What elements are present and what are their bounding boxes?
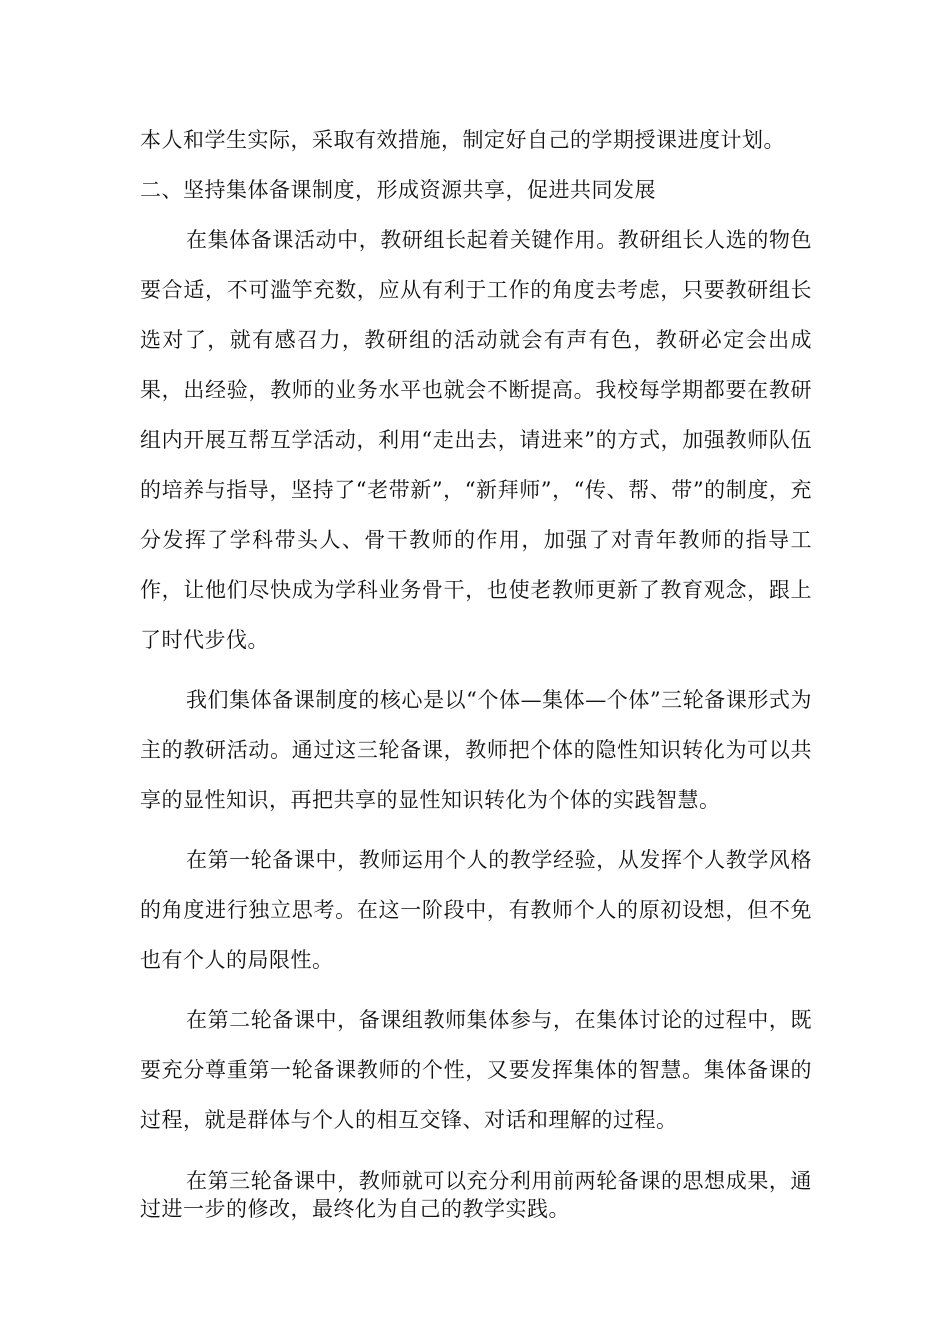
paragraph-round-one: 在第一轮备课中，教师运用个人的教学经验，从发挥个人教学风格的角度进行独立思考。在这一阶段中，有教师个人的原初设想，但不免也有个人的局限性。 [140, 848, 812, 972]
paragraph-team-leader: 在集体备课活动中，教研组长起着关键作用。教研组长人选的物色要合适，不可滥竽充数，应从有利于工作的角度去考虑，只要教研组长选对了，就有感召力，教研组的活动就会有声有色，教研必定会出成果，出经验，教师的业务水平也就会不断提高。我校每学期都要在教研组内开展互帮互学活动，利用“走出去，请进来”的方式，加强教师队伍的培养与指导，坚持了“老带新”，“新拜师”，“传、帮、带”的制度，充分发挥了学科带头人、骨干教师的作用，加强了对青年教师的指导工作，让他们尽快成为学科业务骨干，也使老教师更新了教育观念，跟上了时代步伐。 [140, 228, 812, 652]
paragraph-core-system: 我们集体备课制度的核心是以“个体—集体—个体”三轮备课形式为主的教研活动。通过这三轮备课，教师把个体的隐性知识转化为可以共享的显性知识，再把共享的显性知识转化为个体的实践智慧。 [140, 688, 812, 812]
paragraph-continuation: 本人和学生实际，采取有效措施，制定好自己的学期授课进度计划。 [140, 128, 785, 152]
body-text [140, 115, 812, 1223]
section-heading: 二、坚持集体备课制度，形成资源共享，促进共同发展 [140, 178, 656, 202]
paragraph-round-two: 在第二轮备课中，备课组教师集体参与，在集体讨论的过程中，既要充分尊重第一轮备课教师的个性，又要发挥集体的智慧。集体备课的过程，就是群体与个人的相互交锋、对话和理解的过程。 [140, 1008, 812, 1132]
paragraph-round-three: 在第三轮备课中，教师就可以充分利用前两轮备课的思想成果，通过进一步的修改，最终化为自己的教学实践。 [140, 1169, 812, 1221]
